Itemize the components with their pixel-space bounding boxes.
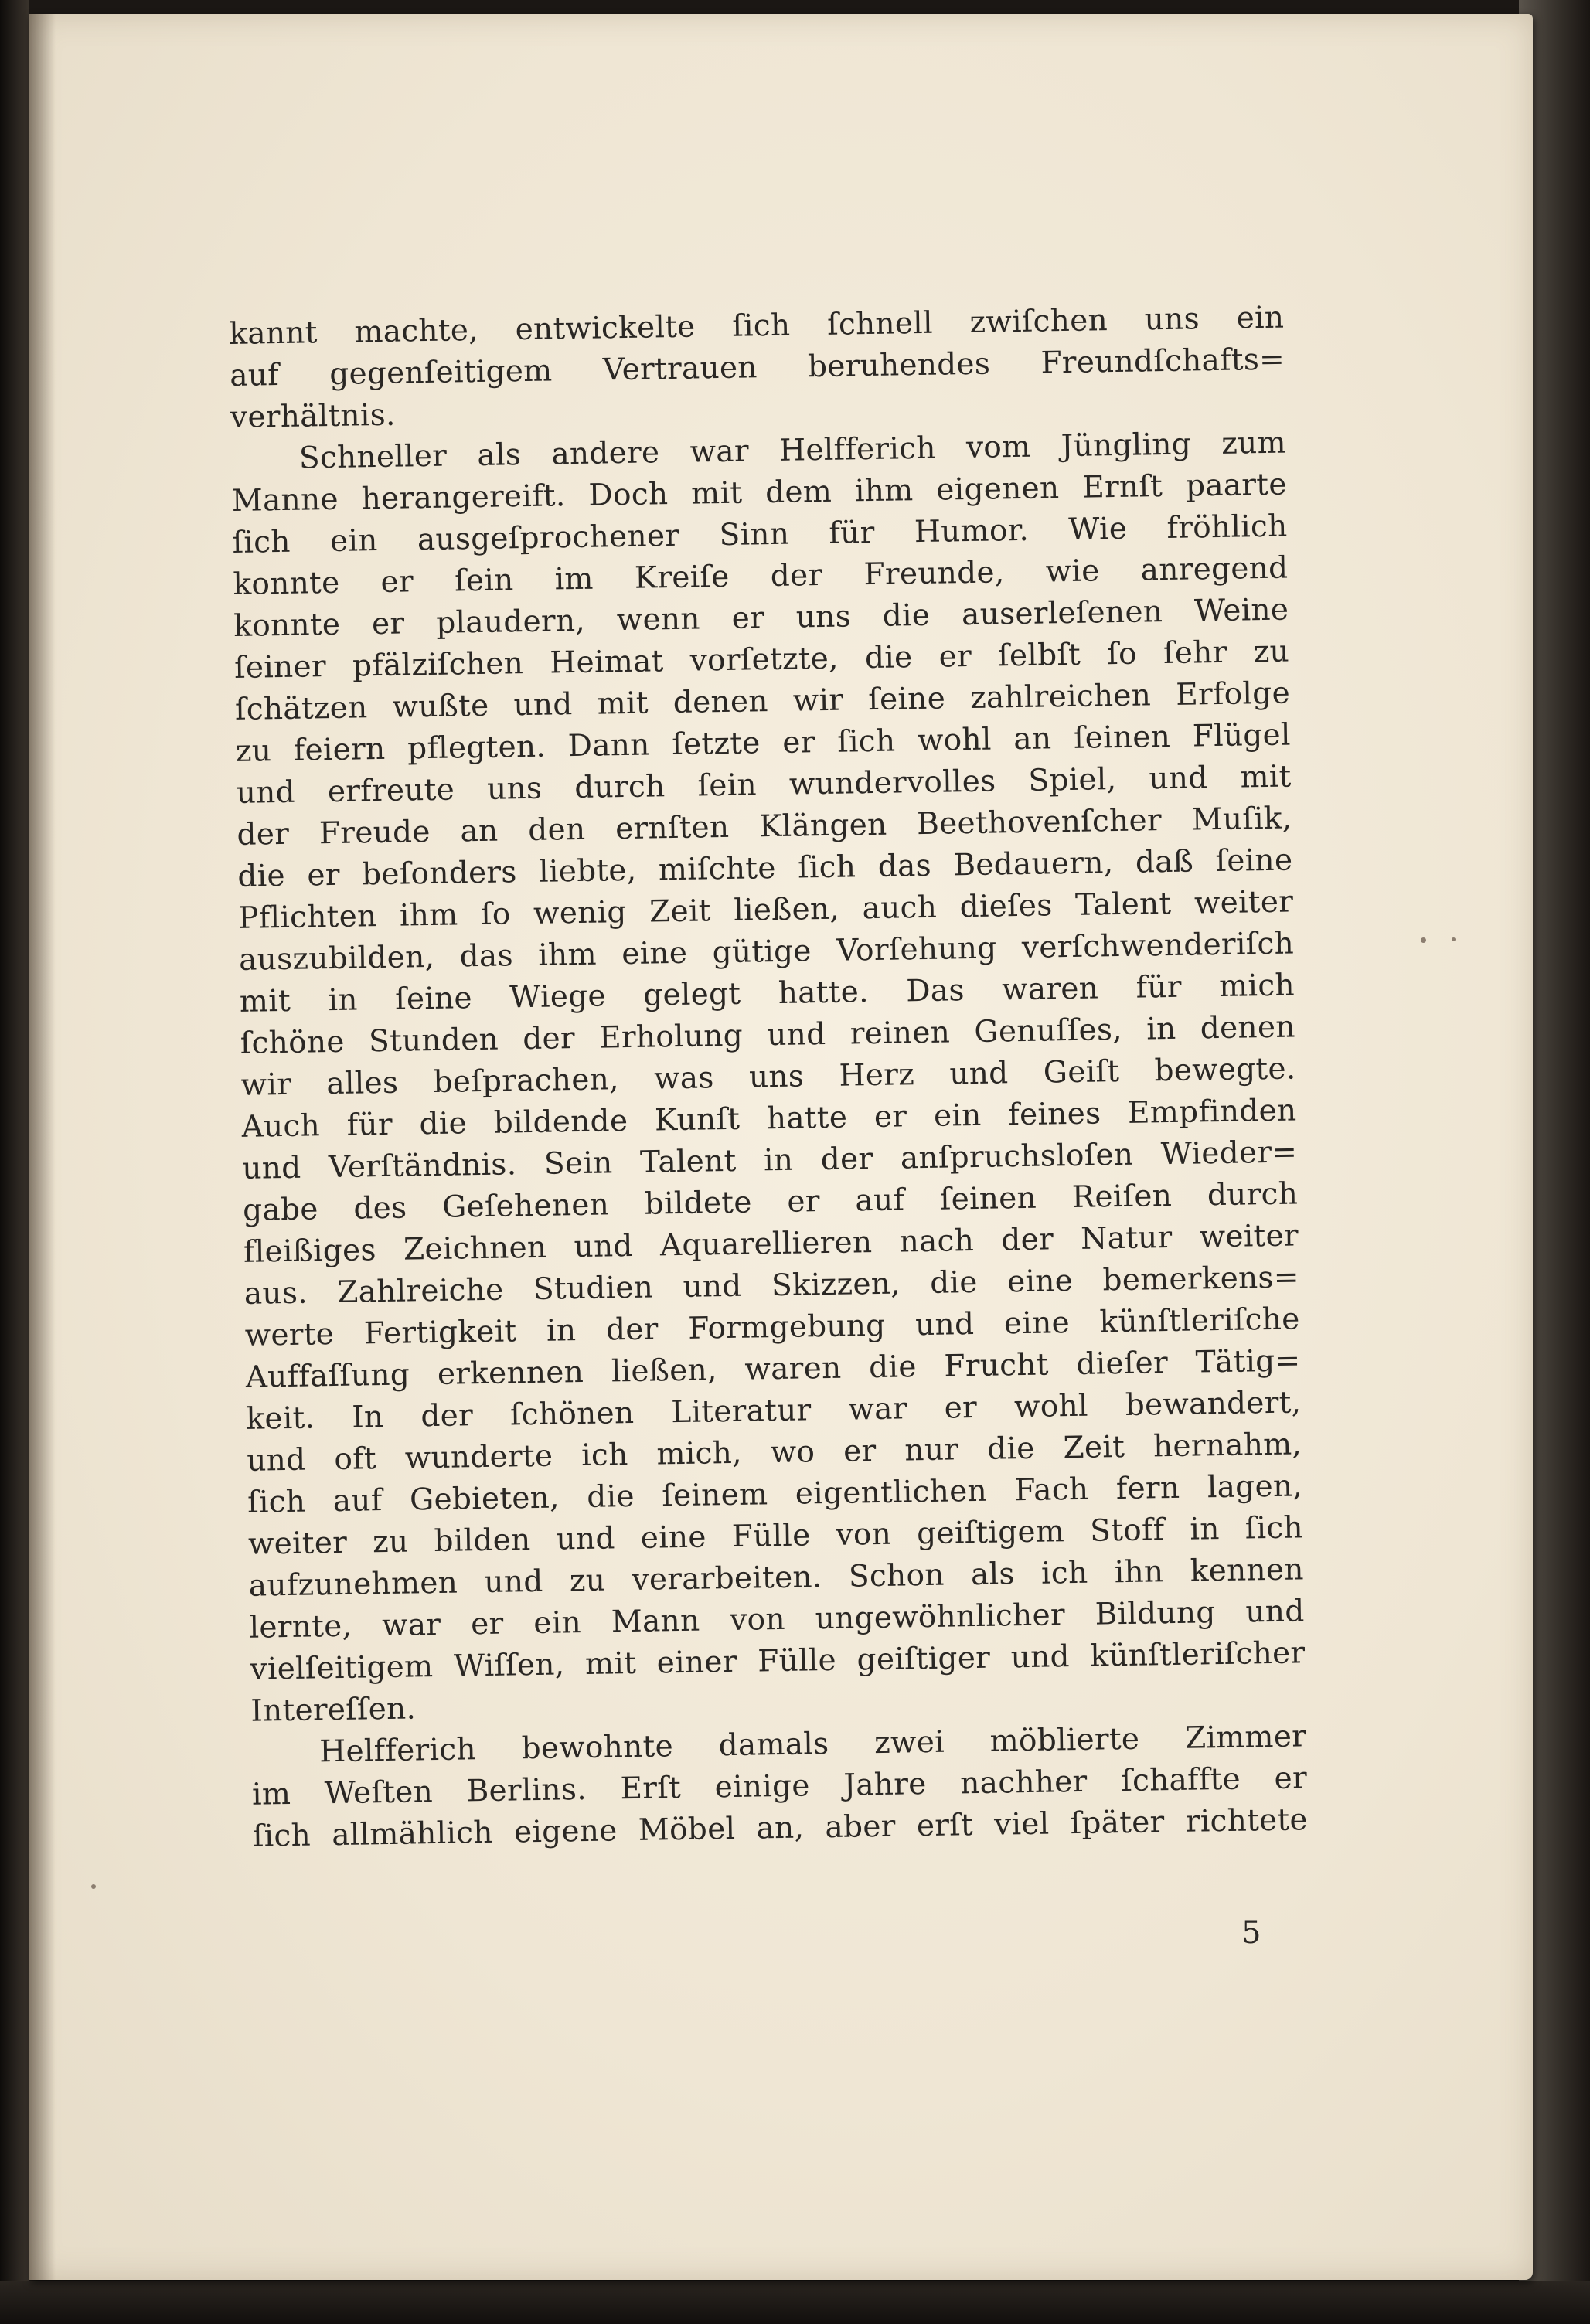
text-line: und oft wunderte ich mich, wo er nur die Zeit hernahm,: [246, 1427, 1302, 1478]
text-line: zu feiern pflegten. Dann ſetzte er ſich wohl an ſeinen Flügel: [235, 717, 1292, 769]
text-line: ſich auf Gebieten, die ſeinem eigentlichen Fach fern lagen,: [247, 1468, 1303, 1520]
text-line: und Verſtändnis. Sein Talent in der anſpruchsloſen Wieder=: [242, 1135, 1298, 1186]
text-line: vielſeitigem Wiſſen, mit einer Fülle geiſtiger und künſtleriſcher: [250, 1635, 1306, 1687]
text-line: mit in ſeine Wiege gelegt hatte. Das waren für mich: [239, 968, 1295, 1019]
book-page: [29, 14, 1533, 2280]
scanner-background-bottom: [0, 2281, 1590, 2324]
text-line: ſchätzen wußte und mit denen wir ſeine zahlreichen Erfolge: [234, 675, 1291, 727]
text-line: ſchöne Stunden der Erholung und reinen Genuſſes, in denen: [240, 1009, 1296, 1061]
text-line: auf gegenſeitigem Vertrauen beruhendes Freundſchafts=: [229, 342, 1285, 393]
text-line: werte Fertigkeit in der Formgebung und eine künſtleriſche: [244, 1302, 1300, 1353]
text-line: keit. In der ſchönen Literatur war er wohl bewandert,: [246, 1385, 1302, 1437]
text-line: gabe des Geſehenen bildete er auf ſeinen Reiſen durch: [242, 1176, 1299, 1228]
text-line: ſeiner pfälziſchen Heimat vorſetzte, die er ſelbſt ſo ſehr zu: [233, 634, 1290, 686]
text-line: Auch für die bildende Kunſt hatte er ein feines Empfinden: [241, 1093, 1297, 1145]
page-gutter-shadow: [29, 14, 56, 2280]
body-text: [229, 298, 1308, 1858]
paper-speck: [1421, 937, 1426, 943]
text-line: die er beſonders liebte, miſchte ſich das Bedauern, daß ſeine: [237, 842, 1293, 894]
text-line: aus. Zahlreiche Studien und Skizzen, die eine bemerkens=: [243, 1260, 1300, 1312]
text-line: ſich allmählich eigene Möbel an, aber erſt viel ſpäter richtete: [252, 1802, 1309, 1854]
text-line: aufzunehmen und zu verarbeiten. Schon als ich ihn kennen: [248, 1552, 1305, 1604]
text-line: wir alles beſprachen, was uns Herz und Geiſt bewegte.: [240, 1051, 1296, 1103]
text-line: und erfreute uns durch ſein wundervolles Spiel, und mit: [236, 759, 1292, 811]
paper-speck: [1452, 937, 1456, 941]
text-line: konnte er plaudern, wenn er uns die auserleſenen Weine: [233, 592, 1289, 644]
text-line: konnte er ſein im Kreiſe der Freunde, wie anregend: [233, 550, 1289, 602]
text-line: Manne herangereift. Doch mit dem ihm eigenen Ernſt paarte: [231, 467, 1287, 519]
text-line: der Freude an den ernſten Klängen Beethovenſcher Muſik,: [237, 801, 1292, 852]
text-line: verhältnis.: [230, 397, 397, 435]
paper-speck: [91, 1884, 96, 1889]
text-line: Schneller als andere war Helfferich vom Jüngling zum: [298, 425, 1287, 476]
text-line: Auffaſſung erkennen ließen, waren die Frucht dieſer Tätig=: [245, 1343, 1301, 1395]
text-line: im Weſten Berlins. Erſt einige Jahre nachher ſchaffte er: [251, 1761, 1308, 1812]
text-line: Pflichten ihm ſo wenig Zeit ließen, auch dieſes Talent weiter: [237, 884, 1294, 936]
page-number: 5: [1241, 1915, 1261, 1951]
text-line: auszubilden, das ihm eine gütige Vorſehung verſchwenderiſch: [238, 926, 1295, 978]
text-line: Intereſſen.: [250, 1691, 417, 1729]
text-line: kannt machte, entwickelte ſich ſchnell zwiſchen uns ein: [229, 300, 1285, 352]
text-line: lernte, war er ein Mann von ungewöhnlicher Bildung und: [249, 1594, 1305, 1645]
text-line: weiter zu bilden und eine Fülle von geiſtigem Stoff in ſich: [247, 1510, 1304, 1562]
text-line: ſich ein ausgeſprochener Sinn für Humor. Wie fröhlich: [232, 509, 1288, 560]
scanner-background-left: [0, 0, 29, 2324]
text-line: fleißiges Zeichnen und Aquarellieren nach der Natur weiter: [243, 1218, 1299, 1270]
text-line: Helfferich bewohnte damals zwei möblierte Zimmer: [318, 1719, 1307, 1770]
